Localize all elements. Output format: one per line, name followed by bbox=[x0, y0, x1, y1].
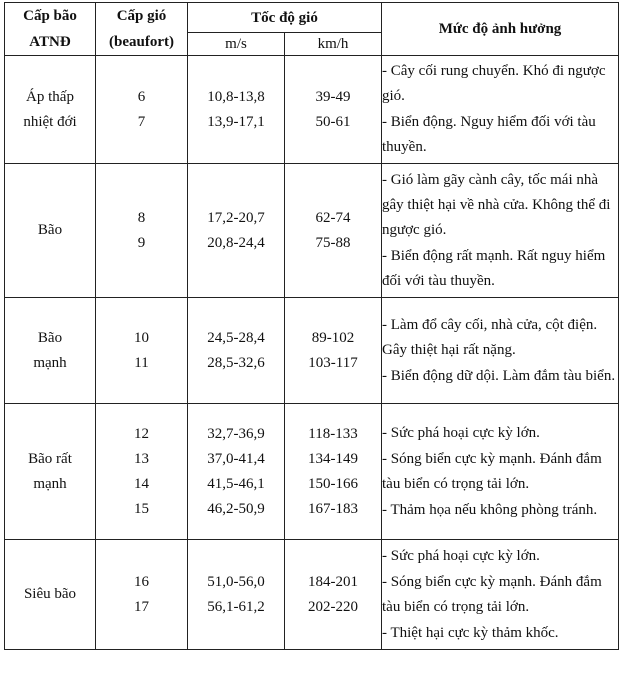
speed-kmh-cell-value: 150-166 bbox=[308, 475, 358, 492]
table-row bbox=[5, 56, 619, 164]
speed-kmh-cell-value: 103-117 bbox=[308, 354, 358, 371]
speed-kmh-cell-value: 134-149 bbox=[308, 450, 358, 467]
speed-ms-cell-value: 28,5-32,6 bbox=[207, 354, 265, 371]
speed-ms-cell-value: 51,0-56,0 bbox=[207, 573, 265, 590]
speed-kmh-cell bbox=[285, 404, 382, 540]
speed-ms-cell-value: 24,5-28,4 bbox=[207, 329, 265, 346]
storm-category-cell bbox=[5, 298, 96, 404]
beaufort-cell bbox=[96, 404, 188, 540]
speed-kmh-cell-value: 89-102 bbox=[311, 329, 355, 346]
header-cap-bao-line1: Cấp bão bbox=[23, 8, 77, 24]
storm-category-cell-value: mạnh bbox=[33, 475, 67, 492]
storm-category-cell bbox=[5, 164, 96, 298]
beaufort-cell bbox=[96, 540, 188, 650]
effect-item: - Sức phá hoại cực kỳ lớn. bbox=[382, 424, 540, 441]
effect-item: - Sức phá hoại cực kỳ lớn. bbox=[382, 547, 540, 564]
speed-ms-cell-value: 37,0-41,4 bbox=[207, 450, 265, 467]
storm-category-cell-value: Áp thấp bbox=[26, 88, 74, 105]
storm-category-cell bbox=[5, 540, 96, 650]
header-cap-bao-line2: ATNĐ bbox=[29, 34, 71, 50]
speed-ms-cell-value: 13,9-17,1 bbox=[207, 113, 265, 130]
speed-kmh-cell-value: 62-74 bbox=[315, 209, 351, 226]
beaufort-cell-value: 11 bbox=[134, 354, 149, 371]
speed-ms-cell bbox=[188, 404, 285, 540]
header-cap-gio bbox=[96, 3, 188, 56]
beaufort-cell-value: 7 bbox=[137, 113, 146, 130]
speed-ms-cell bbox=[188, 540, 285, 650]
storm-scale-table bbox=[4, 2, 619, 650]
speed-ms-cell-value: 41,5-46,1 bbox=[207, 475, 265, 492]
beaufort-cell-value: 14 bbox=[134, 475, 149, 492]
speed-ms-cell-value: 20,8-24,4 bbox=[207, 234, 265, 251]
header-kmh: km/h bbox=[285, 33, 382, 56]
effect-item: - Thiệt hại cực kỳ thảm khốc. bbox=[382, 624, 559, 641]
speed-ms-cell bbox=[188, 298, 285, 404]
beaufort-cell-value: 10 bbox=[134, 329, 149, 346]
storm-category-cell-value: nhiệt đới bbox=[23, 113, 77, 130]
speed-kmh-cell-value: 75-88 bbox=[315, 234, 351, 251]
table-row bbox=[5, 404, 619, 540]
header-toc-do-gio: Tốc độ gió bbox=[188, 3, 382, 33]
speed-kmh-cell-value: 118-133 bbox=[308, 425, 358, 442]
effect-item: - Cây cối rung chuyển. Khó đi ngược gió. bbox=[382, 63, 606, 104]
speed-kmh-cell-value: 50-61 bbox=[315, 113, 351, 130]
effect-cell bbox=[382, 540, 619, 650]
beaufort-cell-value: 17 bbox=[134, 598, 149, 615]
effect-item: - Làm đổ cây cối, nhà cửa, cột điện. Gây thiệt hại rất nặng. bbox=[382, 316, 598, 358]
beaufort-cell-value: 13 bbox=[134, 450, 149, 467]
beaufort-cell bbox=[96, 56, 188, 164]
speed-kmh-cell-value: 39-49 bbox=[315, 88, 351, 105]
beaufort-cell-value: 8 bbox=[137, 209, 146, 226]
effect-cell bbox=[382, 404, 619, 540]
effect-item: - Sóng biển cực kỳ mạnh. Đánh đắm tàu biển có trọng tải lớn. bbox=[382, 573, 602, 615]
effect-item: - Sóng biển cực kỳ mạnh. Đánh đắm tàu biển có trọng tải lớn. bbox=[382, 450, 602, 492]
speed-kmh-cell bbox=[285, 56, 382, 164]
speed-kmh-cell-value: 167-183 bbox=[308, 500, 358, 517]
speed-ms-cell bbox=[188, 164, 285, 298]
storm-category-cell-value: mạnh bbox=[33, 354, 67, 371]
beaufort-cell-value: 6 bbox=[137, 88, 146, 105]
effect-cell bbox=[382, 164, 619, 298]
speed-ms-cell-value: 32,7-36,9 bbox=[207, 425, 265, 442]
effect-cell bbox=[382, 298, 619, 404]
speed-kmh-cell-value: 184-201 bbox=[308, 573, 358, 590]
beaufort-cell-value: 12 bbox=[134, 425, 149, 442]
beaufort-cell-value: 9 bbox=[137, 234, 146, 251]
storm-category-cell-value: Bão bbox=[37, 222, 63, 238]
table-body bbox=[5, 56, 619, 650]
effect-item: - Thảm họa nếu không phòng tránh. bbox=[382, 501, 598, 518]
beaufort-cell bbox=[96, 164, 188, 298]
header-cap-gio-line2: (beaufort) bbox=[109, 34, 174, 50]
speed-kmh-cell bbox=[285, 298, 382, 404]
table-row bbox=[5, 540, 619, 650]
speed-ms-cell-value: 46,2-50,9 bbox=[207, 500, 265, 517]
header-cap-gio-line1: Cấp gió bbox=[116, 8, 167, 24]
effect-item: - Biển động. Nguy hiểm đối với tàu thuyền. bbox=[382, 114, 596, 155]
header-muc-do-anh-huong: Mức độ ảnh hưởng bbox=[382, 3, 619, 56]
storm-category-cell-value: Siêu bão bbox=[23, 586, 77, 602]
beaufort-cell-value: 16 bbox=[134, 573, 149, 590]
speed-ms-cell-value: 10,8-13,8 bbox=[207, 88, 265, 105]
speed-kmh-cell bbox=[285, 164, 382, 298]
table-row bbox=[5, 164, 619, 298]
header-ms: m/s bbox=[188, 33, 285, 56]
storm-category-cell bbox=[5, 404, 96, 540]
storm-category-cell-value: Bão rất bbox=[28, 450, 72, 467]
speed-ms-cell bbox=[188, 56, 285, 164]
storm-category-cell-value: Bão bbox=[37, 329, 63, 346]
storm-category-cell bbox=[5, 56, 96, 164]
speed-kmh-cell-value: 202-220 bbox=[308, 598, 358, 615]
table-row bbox=[5, 298, 619, 404]
speed-ms-cell-value: 17,2-20,7 bbox=[207, 209, 265, 226]
effect-item: - Biển động rất mạnh. Rất nguy hiểm đối với tàu thuyền. bbox=[382, 247, 606, 289]
header-cap-bao bbox=[5, 3, 96, 56]
beaufort-cell bbox=[96, 298, 188, 404]
beaufort-cell-value: 15 bbox=[134, 500, 149, 517]
effect-item: - Gió làm gãy cành cây, tốc mái nhà gây thiệt hại về nhà cửa. Không thể đi ngược gió. bbox=[382, 171, 611, 238]
effect-cell bbox=[382, 56, 619, 164]
effect-item: - Biển động dữ dội. Làm đắm tàu biển. bbox=[382, 367, 616, 384]
speed-kmh-cell bbox=[285, 540, 382, 650]
speed-ms-cell-value: 56,1-61,2 bbox=[207, 598, 265, 615]
